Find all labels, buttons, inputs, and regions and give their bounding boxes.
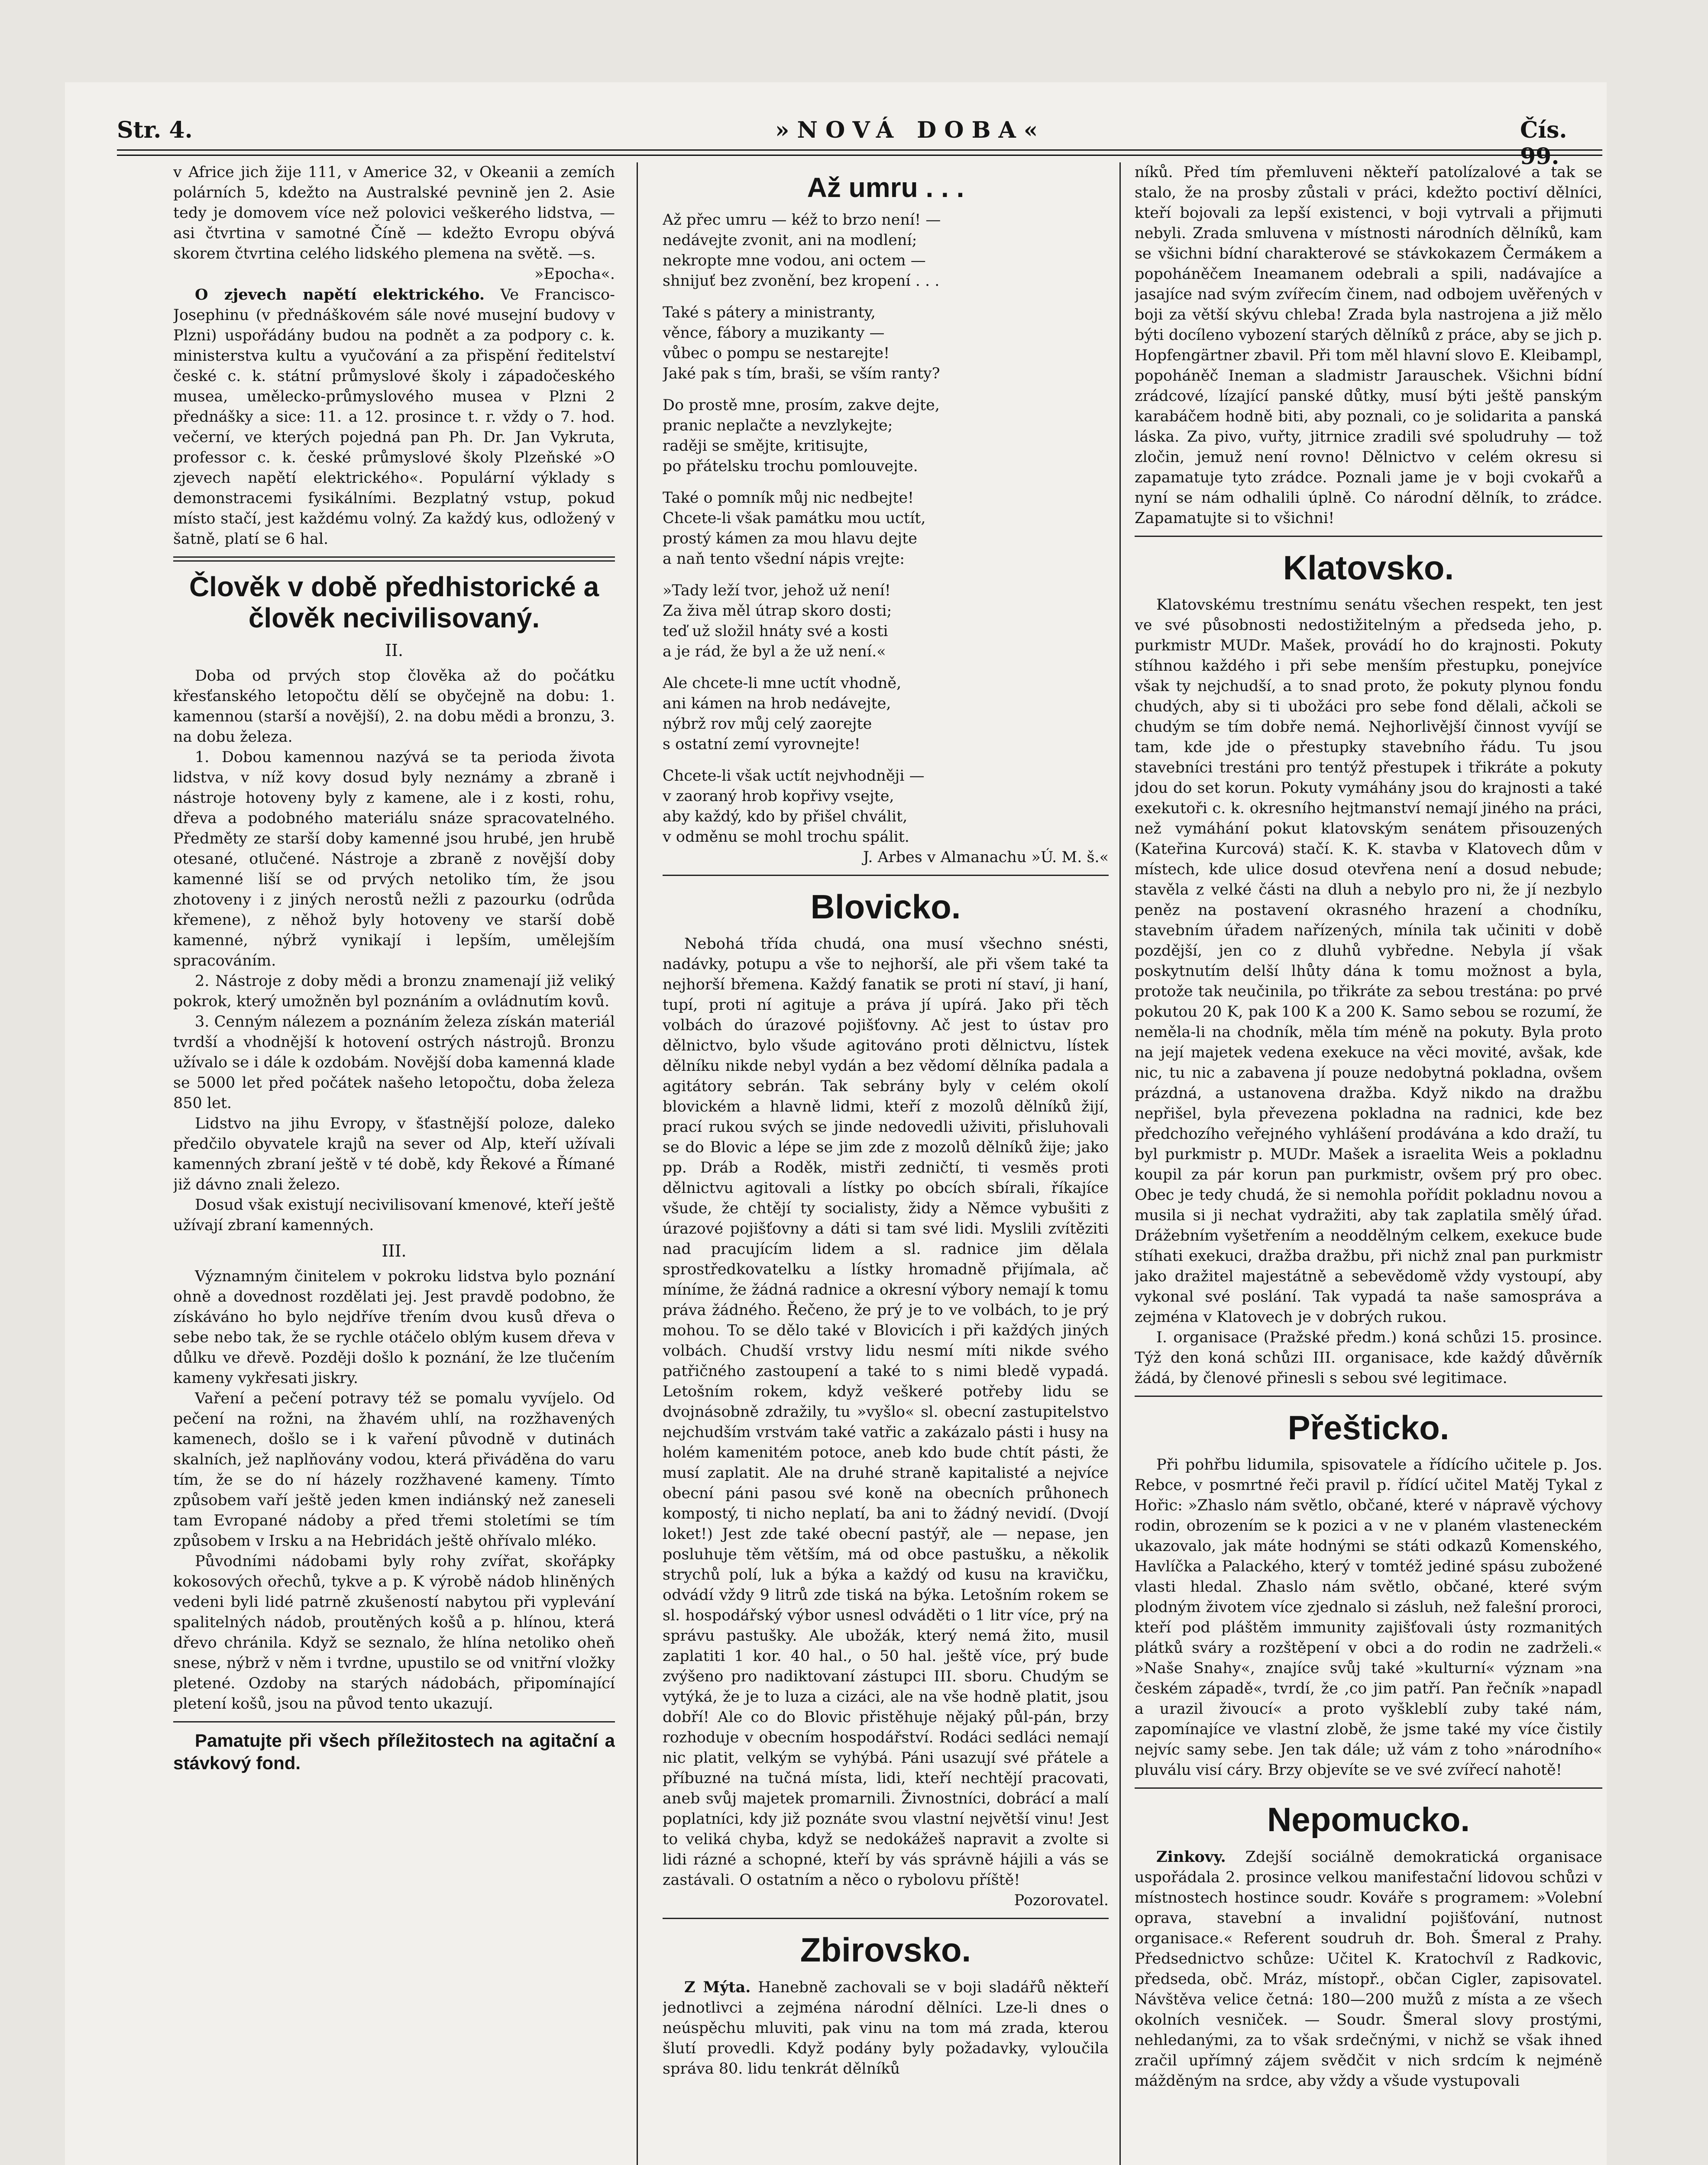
poem-line: Až přec umru — kéž to brzo není! — [663,211,941,229]
column-2 [663,162,1109,2165]
divider [173,1721,615,1722]
poem-line: s ostatní zemí vyrovnejte! [663,736,860,753]
page-number: Str. 4. [117,117,193,143]
poem-line: Do prostě mne, prosím, zakve dejte, [663,397,940,414]
paragraph [173,284,615,549]
paragraph-text: Zdejší sociálně demokratická organisace uspořádala 2. prosince velkou manifestační lidovou schůzi v místnostech hostince soudr. Kováře s programem: »Volební oprava, stavební a invalidní pojišťování, nutnost organisace.« Referent soudruh dr. Boh. Šmeral z Prahy. Předsednictvo schůze: Učitel K. Kratochvíl z Radkovic, předseda, obč. Mráz, místopř., občan Cigler, zapisovatel. Návštěva velice četná: 180—200 mužů z místa a ze všech okolních vesniček. — Soudr. Šmeral slovy prostými, nehledanými, za to však srdečnými, v nichž se však ihned zračil upřímný zájem svědčit v nich srdcím k nejméně mážděným na srdce, aby vždy a všude vystupovali [1135,1848,1602,2090]
poem-line: nekropte mne vodou, ani octem — [663,252,926,269]
lead-heading: Zinkovy. [1156,1848,1226,1866]
paragraph: Lidstvo na jihu Evropy, v šťastnější poloze, daleko předčilo obyvatele krajů na sever od Alp, kteří užívali kamenných zbraní ještě v té době, kdy Řekové a Římané již dávno znali železo. [173,1115,615,1193]
poem-line: Jaké pak s tím, braši, se vším ranty? [663,365,940,382]
paragraph: 3. Cenným nálezem a poznáním železa získán materiál tvrdší a vhodnější k hotovení ostrých nástrojů. Bronzu užívalo se i dále k ozdobám. Novější doba kamenná klade se 5000 let před počátek našeho letopočtu, doba železa 850 let. [173,1013,615,1112]
lead-heading: Z Mýta. [684,1978,751,1996]
poem-line: věnce, fábory a muzikanty — [663,324,885,342]
paragraph: I. organisace (Pražské předm.) koná schůzi 15. prosince. Týž den koná schůzi III. organisace, kde každý důvěrník žádá, by členové přinesli s sebou své legitimace. [1135,1329,1602,1387]
paragraph: Nebohá třída chudá, ona musí všechno snésti, nadávky, potupu a vše to nejhorší, ale při všem také ta nejhorší břemena. Každý fanatik se proti ní staví, ji haní, tupí, proti ní agituje a práva jí upírá. Jako při těch volbách do úrazové pojišťovny. Ač jest to ústav pro dělnictvo, bylo všude agitováno proti dělnictvu, lístek dělníku nikde nebyl vydán a bez vědomí dělníka padala a agitátory sebrán. Tak sebrány byly v celém okolí blovickém a hlavně lidmi, kteří z mozolů dělníků žijí, prací rukou svých se jinde nedovedli uživiti, přisluhovali se do Blovic a lépe se jim zde z mozolů dělníků žije; jako pp. Dráb a Roděk, mistři zedničtí, ti vesměs proti dělnictvu agitovali a lístky po obcích sbírali, říkajíce všude, že chtějí ty socialisty, židy a Němce vybušiti z úrazové pojišťovny a dáti si tam své lidi. Myslili zvítěziti nad pracujícím lidem a sl. radnice jim dělala sprostředkovatelku a lístky hromadně přijímala, ač míníme, že žádná radnice a okresní výbory nemají k tomu práva žádného. Řečeno, že prý je to ve volbách, to je prý mohou. To se dělo také v Blovicích i při každých jiných volbách. Chudší vrstvy lidu nesmí míti nikde svého patřičného zastoupení a také to s nimi bledě vypadá. Letošním rokem, když veškeré potřeby lidu se dvojnásobně zdražily, tu »vyšlo« sl. obecní zastupitelstvo nejchudším vrstvám také vatřic a zakázalo pásti i husy na holém kamenitém potoce, aneb kdo bude chtít pásti, že musí zaplatit. Ale na druhé straně kapitalisté a nejvíce obecní páni pasou své koně na obecních průhonech kompostý, ti nicho neplatí, ba ani to žádný nevidí. (Dvojí loket!) Jest zde také obecní pastýř, ale — nepase, jen posluhuje těm větším, má od obce pastušku, a několik strychů polí, luk a býka a každý od kusu na kravičku, odvádí vždy 9 litrů zde tiská na býka. Letošním rokem se sl. hospodářský výbor usnesl odváděti o 1 litr více, prý na správu pastušky. Ale ubožák, který nemá žito, musil zaplatiti 1 kor. 40 hal., o 50 hal. ještě více, prý bude zvýšeno pro nadiktovaní zástupci III. sboru. Chudým se vytýká, že je to luza a cizáci, ale na vše hodně platit, jsou dobří! Ale co do Blovic přistěhuje nějaký půl-pán, brzy rozhoduje v obecním hospodářství. Rodáci sedláci nemají nic platit, velkým se vyhýbá. Páni usazují své přátele a příbuzné na tučná místa, lidi, kteří nechtějí pracovati, aneb svůj majetek promarnili. Živnostníci, dobrácí a malí poplatníci, kdy již poznáte svou vlastní největší vinu! Jest to veliká chyba, když se nedokážeš napravit a zvolte si lidi rázné a schopné, kteří by vás správně hájili a vás se zastávali. O ostatním a něco o rybolovu příště! [663,935,1109,1889]
poem-line: raději se smějte, kritisujte, [663,437,869,455]
poem-title: Až umru . . . [807,172,964,203]
section-title-klatovsko: Klatovsko. [1283,549,1454,587]
paragraph [1135,1847,1602,2091]
poem [663,210,1109,847]
paragraph: Klatovskému trestnímu senátu všechen respekt, ten jest ve své působnosti nedostižitelným a předseda jeho, p. purkmistr MUDr. Mašek, provádí ho do krajnosti. Pokuty stíhnou každého i při sebe menším přestupku, ponejvíce však ty nejchudší, a to snad proto, že pokuty plynou fondu chudých, aby si ti ubožáci pro sebe fond dělali, ačkoli se chudým se tím dobře nemá. Nejhorlivější činnost vyvíjí se tam, kde jde o přestupky stavebního řádu. Tu jsou stavebníci trestáni pro tentýž přestupek i třikráte a pokuty jdou do set korun. Pokuty vymáhány jsou do krajnosti a také exekutoři c. k. okresního hejtmanství nemají jiného na práci, než vymáhání pokut klatovským senátem přisouzených (Kateřina Kurcová) stačí. K. K. stavba v Klatovech dům v místech, kde ulice dosud otevřena není a dosud nebude; stavěla z velké části na dluh a nebylo pro ni, že jí nezbylo peněz na postavení okrasného hrazení a chodníku, stavebním úřadem nařízených, mínila tak učiniti v době pozdější, jen co z dluhů vybředne. Nebyla jí však poskytnutím delší lhůty dána k tomu možnost a byla, protože tak neučinila, po třikráte za sebou trestána: po prvé pokutou 20 K, pak 100 K a 200 K. Samo sebou se rozumí, že neměla-li na chodník, měla tím méně na pokuty. Byla proto na její majetek vedena exekuce na věci movité, avšak, kde nic, tu nic a zabavena jí pouze nedobytná pokladna, ovšem prázdná, a ustanovena dražba. Když nikdo na dražbu nepřišel, byla převezena pokladna na radnici, kde bez předchozího veřejného vyhlášení prodávána a kdo draží, tu byl purkmistr p. MUDr. Mašek a israelita Weis a pokladnu koupil za pár korun pan purkmistr, ovšem prý pro obec. Obec je tedy chudá, že si nemohla pořídit pokladnu novou a musila si ji nechat vydražiti, aby tak zaplatila smělý úřad. Drážebním vyšetřením a neoddělným celkem, exekuce bude stíhati exekuci, dražba dražbu, při nichž znal pan purkmistr jako dražitel majestátně a sebevědomě vždy vystoupí, aby vykonal své poslání. Tak vypadá ta naše samospráva a zejména v Klatovech je v dobrých rukou. [1135,596,1602,1326]
section-title-nepomucko: Nepomucko. [1267,1800,1470,1839]
paragraph: 2. Nástroje z doby mědi a bronzu znamenají již veliký pokrok, který umožněn byl poznáním a ovládnutím kovů. [173,973,615,1010]
poem-line: »Tady leží tvor, jehož už není! [663,582,891,599]
paragraph: Při pohřbu lidumila, spisovatele a řídícího učitele p. Jos. Rebce, v posmrtné řeči pravil p. řídící učitel Matěj Tykal z Hořic: »Zhaslo nám světlo, občané, které v nápravě výchovy rodin, obrozením se k pozici a v ne v planém vlasteneckém ukazovalo, jak máte hodnými se státi odkazů Komenského, Havlíčka a Palackého, který v tomtéž jediné spásu zubožené vlasti hledal. Zhaslo nám světlo, občané, které svým plodným životem více zjednalo si zásluh, než falešní proroci, kteří pod pláštěm immunity zajišťovali ústy rozmanitých plátků sváry a rozštěpení v obci a do rodin ne zadrželi.« »Naše Snahy«, znajíce svůj také »kulturní« význam »na českém západě«, tvrdí, že ,co jim patří. Pan řečník »napadl a urazil živoucí« a proto vyškleblí zuby také nám, zapomínajíce ve vlastní zlobě, že jsme také my více čistily nejvíc samy sebe. Jen tak dále; už vám z toho »národního« pluválu visí cáry. Brzy objevíte se ve své zvířecí nahotě! [1135,1456,1602,1779]
divider [1135,536,1602,537]
column-rule [1119,162,1121,2165]
paragraph: 1. Dobou kamennou nazývá se ta perioda života lidstva, v níž kovy dosud byly neznámy a zbraně i nástroje hotoveny byly z kamene, ale i z kosti, rohu, dřeva a podobného materiálu snáze spracovatelného. Předměty ze starší doby kamenné jsou hrubé, jen hrubě otesané, otlučené. Nástroje a zbraně z novější doby kamenné liší se od prvých netoliko tím, že jsou zhotoveny i z jiných nerostů nežli z pazourku (odrůda křemene), z něhož byly hotoveny ve starší době kamenné, nýbrž vynikají i lepším, umělejším spracováním. [173,749,615,969]
divider [663,1918,1109,1919]
column-3 [1135,162,1602,2165]
poem-line: Také o pomník můj nic nedbejte! [663,489,914,507]
paragraph: Dosud však existují necivilisovaní kmenové, kteří ještě užívají zbraní kamenných. [173,1196,615,1234]
poem-line: Také s pátery a ministranty, [663,304,876,321]
paragraph: Původními nádobami byly rohy zvířat, skořápky kokosových ořechů, tykve a p. K výrobě nádob hliněných vedeni byli lidé patrně zkušeností nabytou při vyplevání spalitelných nádob, proutěných košů a p. hlínou, která dřevo chránila. Když se seznalo, že hlína netoliko oheň snese, nýbrž v něm i tvrdne, upustilo se od vnitřní vložky pletené. Ozdoby na starých nádobách, připomínající pletení košů, jsou na původ tento ukazují. [173,1553,615,1713]
poem-line: aby každý, kdo by přišel chválit, [663,808,908,825]
source-credit: »Epocha«. [534,265,615,283]
paragraph: v Africe jich žije 111, v Americe 32, v Okeanii a zemích polárních 5, kdežto na Australské pevnině jen 2. Asie tedy je domovem více než polovici veškerého lidstva, — asi čtvrtina v samotné Číně — kdežto Evropu obývá skorem čtvrtina celého lidského plemena na světě. —s. [173,164,615,262]
poem-line: v odměnu se mohl trochu spálit. [663,828,909,846]
article-title: Člověk v době předhistorické a člověk necivilisovaný. [189,571,599,633]
column-1 [173,162,615,2165]
poem-line: ani kámen na hrob nedávejte, [663,695,891,712]
divider [1135,1787,1602,1789]
poem-line: vůbec o pompu se nestarejte! [663,345,890,362]
poem-line: teď už složil hnáty své a kosti [663,623,888,640]
divider [173,556,615,562]
section-title-blovicko: Blovicko. [810,888,961,926]
paragraph: Vaření a pečení potravy též se pomalu vyvíjelo. Od pečení na rožni, na žhavém uhlí, na rozžhavených kamenech, došlo se i k vaření původně v dutinách skalních, jež naplňovány vodou, která přiváděna do varu tím, že se do ní házely rozžhavené kameny. Tímto způsobem vaří ještě jeden kmen indiánský než zaneseli tam Evropané nádoby a před třemi stoletími se tím způsobem v Irsku a na Hebridách ještě ohřívalo mléko. [173,1390,615,1550]
running-head [65,108,1607,170]
poem-line: v zaoraný hrob kopřivy vsejte, [663,788,894,805]
section-number: III. [382,1241,407,1260]
poem-line: pranic neplačte a nevzlykejte; [663,417,893,434]
column-rule [637,162,638,2165]
paragraph-text: Ve Francisco-Josephinu (v přednáškovém sále nové musejní budovy v Plzni) uspořádány budou na podnět a za podpory c. k. ministerstva kultu a vyučování a za přispění ředitelství české c. k. státní průmyslové školy i západočeského musea, umělecko-průmyslového musea v Plzni 2 přednášky a sice: 11. a 12. prosince t. r. vždy o 7. hod. večerní, ve kterých pojedná pan Ph. Dr. Jan Vykruta, professor c. k. české průmyslové školy Plzeňské »O zjevech napětí elektrického«. Populární výklady s demonstracemi fysikálními. Bezplatný vstup, pokud místo stačí, jest každému volný. Za každý kus, odložený v šatně, platí se 6 hal. [173,286,615,548]
paragraph [663,1977,1109,2079]
masthead: »NOVÁ DOBA« [775,117,1046,143]
poem-line: Chcete-li však uctít nejvhodněji — [663,767,925,785]
section-number: II. [385,641,404,660]
fund-notice: Pamatujte při všech příležitostech na agitační a stávkový fond. [173,1730,615,1773]
paragraph-text: Hanebně zachovali se v boji sladářů někteří jednotlivci a zejména národní dělníci. Lze-li dnes o neúspěchu mluviti, pak vinu na tom má zrada, kterou šlutí provedli. Když podány byly požadavky, vyloučila správa 80. lidu tenkrát dělníků [663,1979,1109,2078]
paragraph: Doba od prvých stop člověka až do počátku křesťanského letopočtu dělí se obyčejně na dobu: 1. kamennou (starší a novější), 2. na dobu mědi a bronzu, 3. na dobu železa. [173,667,615,746]
poem-line: a je rád, že byl a že už není.« [663,643,886,660]
poem-line: po přátelsku trochu pomlouvejte. [663,458,918,475]
header-rule [117,149,1602,156]
poem-line: shnijuť bez zvonění, bez kropení . . . [663,272,940,290]
poem-line: a naň tento všední nápis vrejte: [663,550,905,568]
lead-heading: O zjevech napětí elektrického. [195,286,485,304]
poem-line: nedávejte zvonit, ani na modlení; [663,232,917,249]
paragraph: níků. Před tím přemluveni někteří patolízalové a tak se stalo, že na prosby zůstali v práci, kdežto poctiví dělníci, kteří bojovali za lepší existenci, v boji vytrvali a přijmuti nebyli. Zrada smluvena v místnosti národních dělníků, kam se všichni bídní charakterové se stávkokazem Čermákem a popoháněčem Ineamanem odebrali a spili, nadávajíce a jasajíce nad svým zvířecím činem, nad odbojem uvěřených v boji za větší skývu chleba! Zrada byla nastrojena a již mělo býti docíleno vybození starých dělníků z práce, aby se jich p. Hopfengärtner zbavil. Při tom měl hlavní slovo E. Kleibampl, popoháněč Ineman a sladmistr Jarauschek. Všichni bídní zrádcové, lízající panské důtky, musí býti ještě panským karabáčem hodně biti, aby poznali, co je solidarita a panská láska. Za pivo, vuřty, jitrnice zradili své spoludruhy — tož zločin, jemuž není rovno! Dělnictvo v celém okresu si zapamatuje tyto zrádce. Poznali jame je v boji cvokařů a nyní se nám odhalili úplně. Co národní dělník, to zrádce. Zapamatujte si to všichni! [1135,164,1602,527]
issue-number: Čís. 99. [1520,117,1567,170]
poem-line: Ale chcete-li mne uctít vhodně, [663,675,902,692]
paragraph: Významným činitelem v pokroku lidstva bylo poznání ohně a dovednost rozdělati jej. Jest pravdě podobno, že získáváno ho bylo nejdříve třením dvou kusů dřeva o sebe nebo tak, že se rychle otáčelo oblým kusem dřeva v důlku ve dřevě. Později došlo k poznání, že lze tlučením kameny vykřesati jiskry. [173,1268,615,1387]
divider [663,875,1109,876]
signature: Pozorovatel. [1014,1892,1109,1909]
section-title-zbirovsko: Zbirovsko. [800,1931,971,1969]
poem-line: Chcete-li však památku mou uctít, [663,510,926,527]
section-title-presticko: Přešticko. [1287,1409,1449,1447]
poem-source: J. Arbes v Almanachu »Ú. M. š.« [863,849,1109,866]
poem-line: Za živa měl útrap skoro dosti; [663,602,892,620]
poem-line: prostý kámen za mou hlavu dejte [663,530,917,547]
poem-line: nýbrž rov můj celý zaorejte [663,715,872,733]
divider [1135,1396,1602,1397]
